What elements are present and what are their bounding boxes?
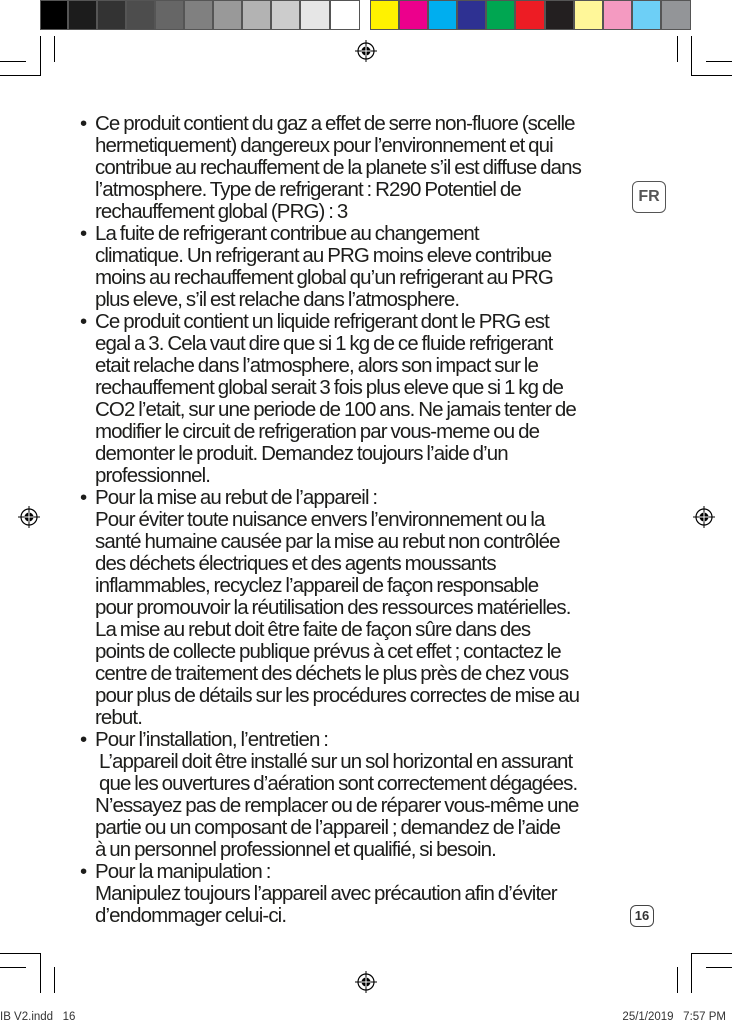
- text-line: partie ou un composant de l’appareil ; demandez de l’aide: [95, 816, 561, 839]
- crop-mark: [54, 967, 55, 993]
- crop-mark: [0, 967, 26, 968]
- registration-mark-icon: [693, 506, 715, 528]
- bullet-item: [80, 223, 660, 311]
- section-heading: • Pour la mise au rebut de l’appareil :: [95, 486, 378, 509]
- text-line: d’endommager celui-ci.: [95, 904, 287, 927]
- color-swatch: [370, 0, 399, 30]
- registration-mark-icon: [355, 40, 377, 62]
- indented-block: [95, 751, 660, 795]
- crop-mark: [0, 75, 40, 76]
- crop-mark: [691, 953, 692, 993]
- color-swatch: [399, 0, 428, 30]
- text-line: l’atmosphere. Type de refrigerant : R290 Potentiel de: [95, 178, 521, 201]
- color-swatch: [126, 0, 155, 30]
- text-line: centre de traitement des déchets le plus près de chez vous: [95, 662, 569, 685]
- crop-mark: [0, 953, 40, 954]
- crop-mark: [692, 953, 732, 954]
- text-line: plus eleve, s’il est relache dans l’atmosphere.: [95, 288, 460, 311]
- bullet-item: [80, 861, 660, 927]
- text-line: des déchets électriques et des agents moussants: [95, 552, 496, 575]
- registration-mark-icon: [18, 506, 40, 528]
- crop-mark: [706, 61, 732, 62]
- text-line: Pour éviter toute nuisance envers l’environnement ou la: [95, 508, 545, 531]
- crop-mark: [691, 36, 692, 76]
- text-line: moins au rechauffement global qu’un refrigerant au PRG: [95, 266, 553, 289]
- text-line: pour promouvoir la réutilisation des ressources matérielles.: [95, 596, 571, 619]
- slug-filename: IB V2.indd 16: [0, 1011, 76, 1023]
- slug-timestamp: 25/1/2019 7:57 PM: [622, 1011, 726, 1023]
- text-line: L’appareil doit être installé sur un sol horizontal en assurant: [99, 750, 573, 773]
- text-line: rebut.: [95, 706, 143, 729]
- bullet-item: [80, 113, 660, 223]
- color-swatch: [242, 0, 271, 30]
- text-line: climatique. Un refrigerant au PRG moins eleve contribue: [95, 244, 552, 267]
- crop-mark: [706, 967, 732, 968]
- bullet-item: [80, 487, 660, 729]
- text-line: modifier le circuit de refrigeration par vous-meme ou de: [95, 420, 540, 443]
- color-swatch: [68, 0, 97, 30]
- text-line: etait relache dans l’atmosphere, alors son impact sur le: [95, 354, 538, 377]
- crop-mark: [677, 967, 678, 993]
- bullet-item: [80, 311, 660, 487]
- text-line: hermetiquement) dangereux pour l’environnement et qui: [95, 134, 553, 157]
- color-swatch: [545, 0, 574, 30]
- color-swatch: [428, 0, 457, 30]
- color-swatch: [515, 0, 545, 30]
- color-swatch: [632, 0, 661, 30]
- safety-instructions: [80, 113, 660, 927]
- crop-mark: [54, 36, 55, 62]
- text-line: à un personnel professionnel et qualifié, si besoin.: [95, 838, 496, 861]
- text-line: santé humaine causée par la mise au rebut non contrôlée: [95, 530, 560, 553]
- text-line: pour plus de détails sur les procédures correctes de mise au: [95, 684, 580, 707]
- color-swatch: [603, 0, 632, 30]
- text-line: CO2 l’etait, sur une periode de 100 ans. Ne jamais tenter de: [95, 398, 576, 421]
- color-swatch: [457, 0, 486, 30]
- color-swatch: [213, 0, 242, 30]
- color-swatch: [486, 0, 515, 30]
- text-line: La mise au rebut doit être faite de façon sûre dans des: [95, 618, 531, 641]
- text-line: egal a 3. Cela vaut dire que si 1 kg de ce fluide refrigerant: [95, 332, 553, 355]
- crop-mark: [40, 36, 41, 76]
- crop-mark: [0, 61, 26, 62]
- text-line: inflammables, recyclez l’appareil de façon responsable: [95, 574, 539, 597]
- color-swatch: [40, 0, 68, 30]
- color-swatch: [271, 0, 300, 30]
- color-swatch: [330, 0, 360, 30]
- text-line: N’essayez pas de remplacer ou de réparer vous-même une: [95, 794, 579, 817]
- crop-mark: [692, 75, 732, 76]
- text-line: • Ce produit contient un liquide refrigerant dont le PRG est: [95, 310, 549, 333]
- text-line: demonter le produit. Demandez toujours l’aide d’un: [95, 442, 508, 465]
- color-swatch: [97, 0, 126, 30]
- text-line: professionnel.: [95, 464, 211, 487]
- text-line: points de collecte publique prévus à cet effet ; contactez le: [95, 640, 561, 663]
- section-heading: • Pour l’installation, l’entretien :: [95, 728, 329, 751]
- bullet-item: [80, 729, 660, 861]
- crop-mark: [40, 953, 41, 993]
- color-swatch: [155, 0, 184, 30]
- text-line: Manipulez toujours l’appareil avec précaution afin d’éviter: [95, 882, 557, 905]
- crop-mark: [677, 36, 678, 62]
- color-swatch: [300, 0, 330, 30]
- color-swatch: [574, 0, 603, 30]
- text-line: • Ce produit contient du gaz a effet de serre non-fluore (scelle: [95, 112, 575, 135]
- text-line: rechauffement global serait 3 fois plus eleve que si 1 kg de: [95, 376, 563, 399]
- color-swatch: [184, 0, 213, 30]
- text-line: rechauffement global (PRG) : 3: [95, 200, 348, 223]
- registration-mark-icon: [355, 971, 377, 993]
- text-line: • La fuite de refrigerant contribue au changement: [95, 222, 479, 245]
- page-number: 16: [630, 905, 654, 927]
- text-line: contribue au rechauffement de la planete s’il est diffuse dans: [95, 156, 582, 179]
- language-badge: FR: [632, 181, 666, 213]
- text-line: que les ouvertures d’aération sont correctement dégagées.: [99, 772, 578, 795]
- section-heading: • Pour la manipulation :: [95, 860, 271, 883]
- color-swatch: [661, 0, 691, 30]
